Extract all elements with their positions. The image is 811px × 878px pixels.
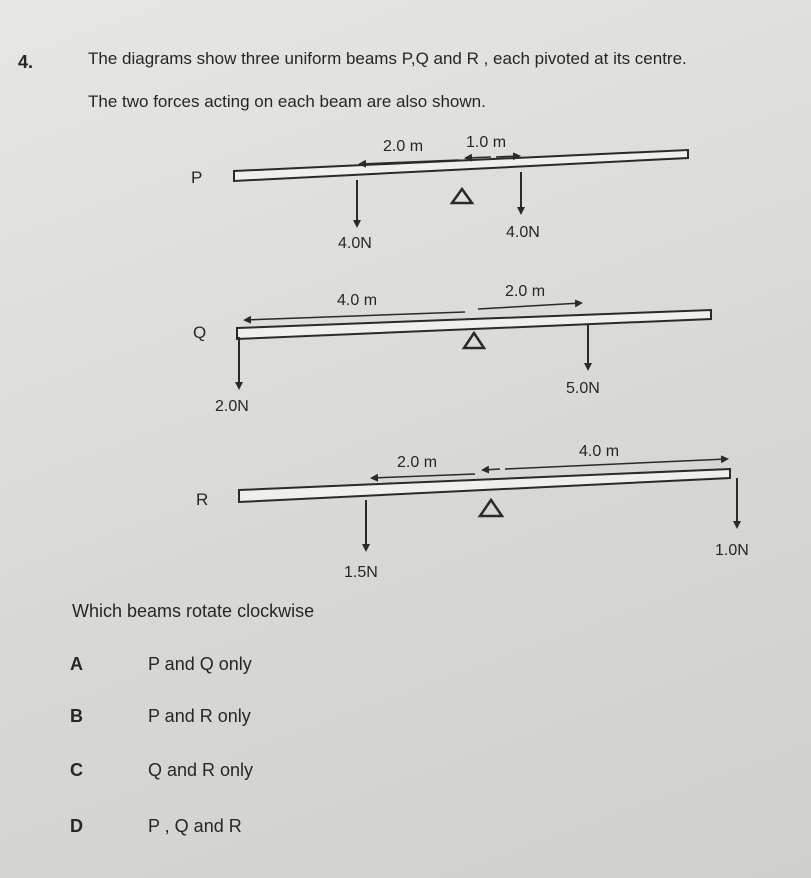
distance-arrow-r-right-a xyxy=(483,469,500,470)
beam-r xyxy=(239,469,730,502)
option-b[interactable] xyxy=(70,706,251,727)
beam-p-left-force: 4.0N xyxy=(338,235,372,252)
beam-q-right-distance: 2.0 m xyxy=(505,283,546,300)
beam-p-label: P xyxy=(191,168,203,187)
pivot-r xyxy=(480,500,502,516)
question-stem-line2: The two forces acting on each beam are also shown. xyxy=(88,92,486,111)
option-a[interactable] xyxy=(70,654,252,675)
beam-r-left-force: 1.5N xyxy=(344,564,378,581)
beam-p-diagram xyxy=(234,150,688,226)
option-a-letter: A xyxy=(70,654,83,674)
option-b-letter: B xyxy=(70,706,83,726)
question-prompt: Which beams rotate clockwise xyxy=(72,601,315,621)
beam-p-left-distance: 2.0 m xyxy=(383,138,424,155)
beam-q-left-force: 2.0N xyxy=(215,398,249,415)
beam-p-right-force: 4.0N xyxy=(506,224,540,241)
question-stem-line1: The diagrams show three uniform beams P,Q and R , each pivoted at its centre. xyxy=(88,49,687,68)
beam-p xyxy=(234,150,688,181)
beam-r-left-distance: 2.0 m xyxy=(397,454,438,471)
option-d[interactable] xyxy=(70,816,242,837)
question-number: 4. xyxy=(18,52,34,72)
distance-arrow-r-left xyxy=(372,474,475,478)
beam-q-diagram xyxy=(237,303,711,388)
beam-r-label: R xyxy=(196,490,209,509)
option-d-text: P , Q and R xyxy=(148,816,242,836)
option-d-letter: D xyxy=(70,816,83,836)
option-c-letter: C xyxy=(70,760,83,780)
beam-r-diagram xyxy=(239,459,737,550)
beam-r-right-distance: 4.0 m xyxy=(579,443,620,460)
distance-arrow-q-left xyxy=(245,312,465,320)
beam-q-label: Q xyxy=(193,323,207,342)
option-c[interactable] xyxy=(70,760,253,781)
option-b-text: P and R only xyxy=(148,706,251,726)
distance-arrow-p-right-a xyxy=(466,157,491,158)
pivot-p xyxy=(452,189,472,203)
option-a-text: P and Q only xyxy=(148,654,252,674)
beam-r-right-force: 1.0N xyxy=(715,542,749,559)
beam-p-right-distance: 1.0 m xyxy=(466,134,507,151)
pivot-q xyxy=(464,333,484,348)
option-c-text: Q and R only xyxy=(148,760,254,780)
beam-q-right-force: 5.0N xyxy=(566,380,600,397)
distance-arrow-q-right xyxy=(478,303,581,309)
beam-q-left-distance: 4.0 m xyxy=(337,292,378,309)
distance-arrow-p-right-b xyxy=(496,156,519,157)
